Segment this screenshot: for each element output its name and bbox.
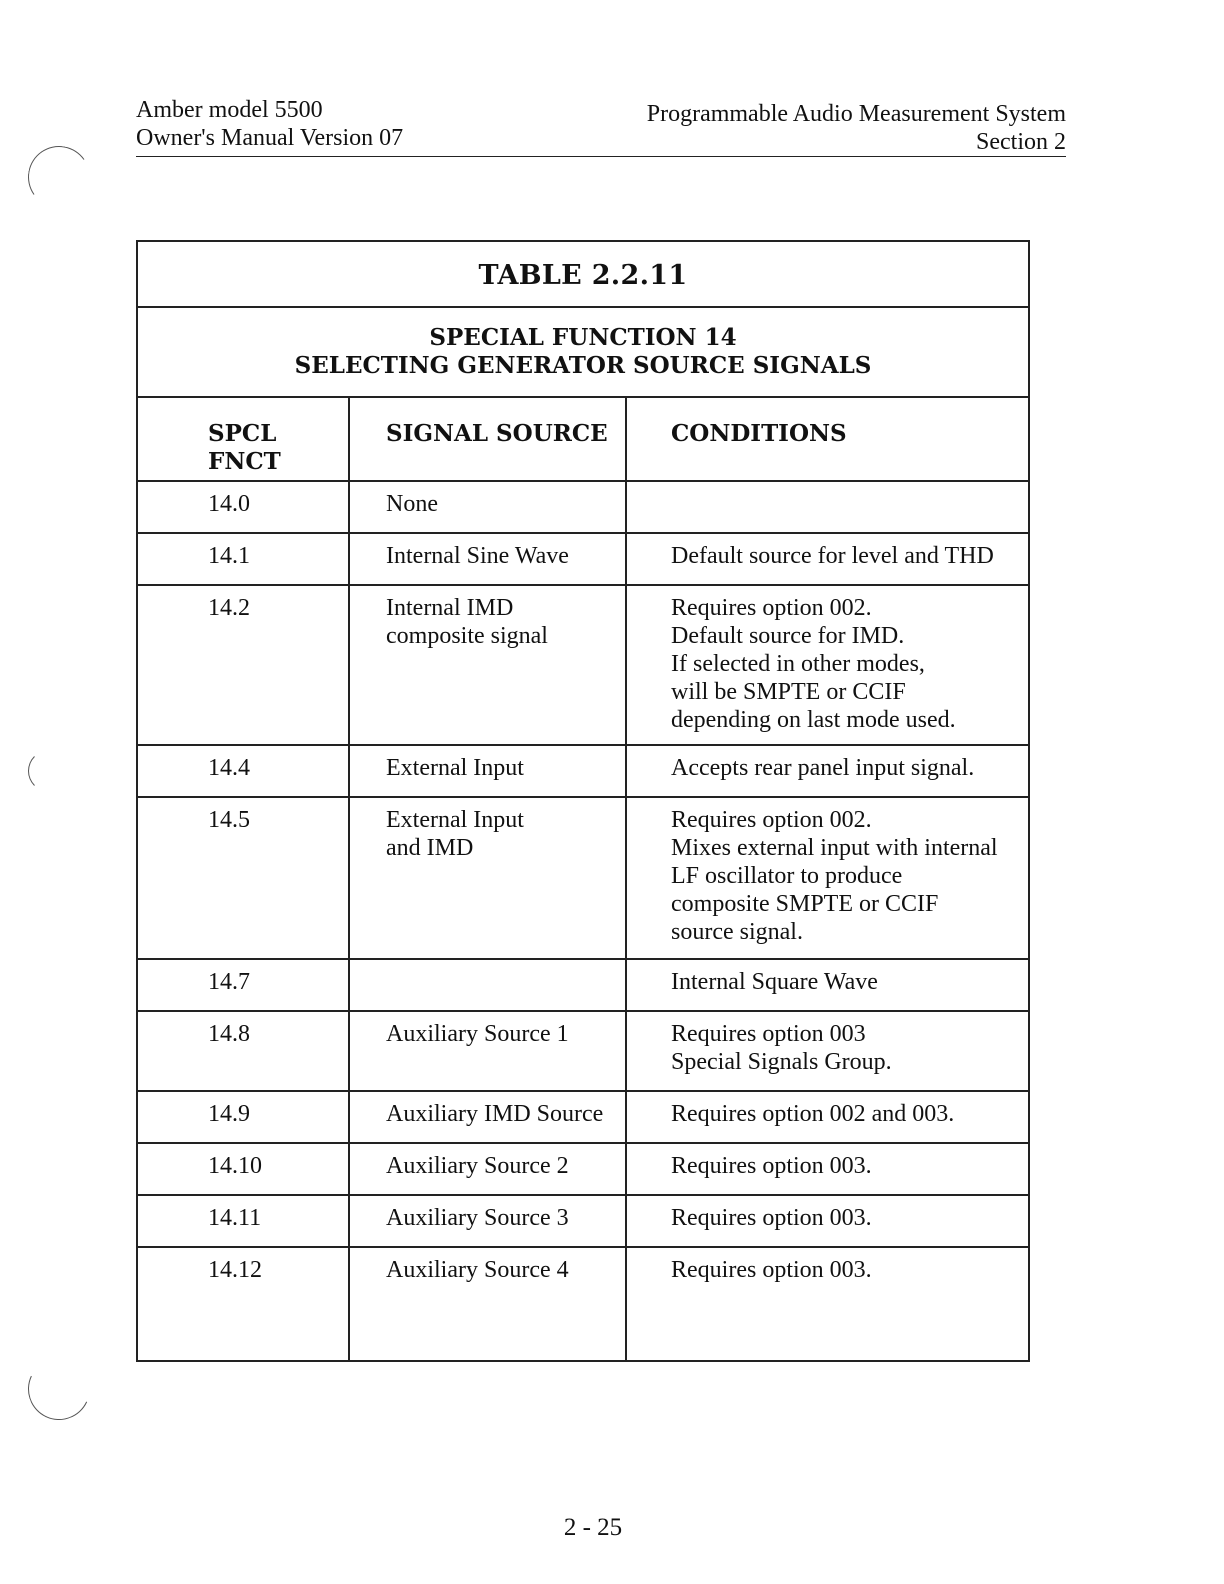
header-left xyxy=(136,96,403,152)
section-label: Section 2 xyxy=(976,129,1066,155)
signal-source-cell: Auxiliary Source 2 xyxy=(350,1144,627,1194)
column-header-spcl-fnct: SPCL FNCT xyxy=(138,398,350,480)
punch-hole-mark-bottom xyxy=(19,1349,98,1428)
column-header-row xyxy=(138,398,1028,482)
conditions-cell: Requires option 002. Mixes external input with internal LF oscillator to produce composite SMPTE or CCIF source signal. xyxy=(671,807,998,945)
spcl-fnct-cell: 14.5 xyxy=(138,798,350,958)
spcl-fnct-cell: 14.12 xyxy=(138,1248,350,1360)
spcl-fnct-cell: 14.4 xyxy=(138,746,350,796)
table-row xyxy=(138,960,1028,1012)
conditions-cell: Default source for level and THD xyxy=(671,543,994,569)
table-title-row xyxy=(138,242,1028,308)
page-header xyxy=(136,96,1066,157)
punch-hole-mark-middle xyxy=(28,750,70,792)
table-row xyxy=(138,1012,1028,1092)
column-header-signal-source: SIGNAL SOURCE xyxy=(350,398,627,480)
table-row xyxy=(138,534,1028,586)
table-title: TABLE 2.2.11 xyxy=(478,259,688,291)
table-row xyxy=(138,798,1028,960)
conditions-cell: Requires option 002 and 003. xyxy=(671,1101,955,1127)
signal-source-cell: Internal IMD composite signal xyxy=(350,586,627,744)
spcl-fnct-cell: 14.1 xyxy=(138,534,350,584)
spcl-fnct-cell: 14.9 xyxy=(138,1092,350,1142)
signal-source-cell xyxy=(350,960,627,1010)
punch-hole-mark-top xyxy=(23,141,95,213)
model-name: Amber model 5500 xyxy=(136,97,323,123)
page-number: 2 - 25 xyxy=(563,1514,623,1541)
source-signals-table xyxy=(136,240,1030,1362)
conditions-cell xyxy=(627,482,1028,532)
conditions-cell: Requires option 002. Default source for IMD. If selected in other modes, will be SMPTE or CCIF depending on last mode used. xyxy=(671,595,956,733)
table-body xyxy=(138,482,1028,1360)
conditions-cell: Requires option 003. xyxy=(671,1205,872,1231)
manual-version: Owner's Manual Version 07 xyxy=(136,125,404,151)
signal-source-cell: External Input and IMD xyxy=(350,798,627,958)
table-subtitle-line2: SELECTING GENERATOR SOURCE SIGNALS xyxy=(294,352,872,379)
table-row xyxy=(138,1092,1028,1144)
conditions-cell: Requires option 003. xyxy=(671,1257,872,1283)
conditions-cell: Requires option 003 Special Signals Group. xyxy=(671,1021,892,1075)
spcl-fnct-cell: 14.0 xyxy=(138,482,350,532)
spcl-fnct-cell: 14.11 xyxy=(138,1196,350,1246)
signal-source-cell: External Input xyxy=(350,746,627,796)
conditions-cell: Accepts rear panel input signal. xyxy=(671,755,975,781)
table-subtitle-row xyxy=(138,308,1028,398)
signal-source-cell: Auxiliary Source 3 xyxy=(350,1196,627,1246)
signal-source-cell: None xyxy=(350,482,627,532)
signal-source-cell: Auxiliary Source 4 xyxy=(350,1248,627,1360)
table-subtitle-line1: SPECIAL FUNCTION 14 xyxy=(429,324,737,351)
header-right xyxy=(647,100,1066,156)
conditions-cell: Requires option 003. xyxy=(671,1153,872,1179)
spcl-fnct-cell: 14.2 xyxy=(138,586,350,744)
table-row xyxy=(138,586,1028,746)
spcl-fnct-cell: 14.8 xyxy=(138,1012,350,1090)
signal-source-cell: Auxiliary IMD Source xyxy=(350,1092,627,1142)
system-title: Programmable Audio Measurement System xyxy=(646,101,1066,127)
signal-source-cell: Internal Sine Wave xyxy=(350,534,627,584)
signal-source-cell: Auxiliary Source 1 xyxy=(350,1012,627,1090)
column-header-conditions: CONDITIONS xyxy=(671,420,847,447)
table-row xyxy=(138,746,1028,798)
table-row xyxy=(138,1196,1028,1248)
conditions-cell: Internal Square Wave xyxy=(671,969,878,995)
spcl-fnct-cell: 14.7 xyxy=(138,960,350,1010)
table-row xyxy=(138,482,1028,534)
spcl-fnct-cell: 14.10 xyxy=(138,1144,350,1194)
table-row xyxy=(138,1248,1028,1360)
table-row xyxy=(138,1144,1028,1196)
